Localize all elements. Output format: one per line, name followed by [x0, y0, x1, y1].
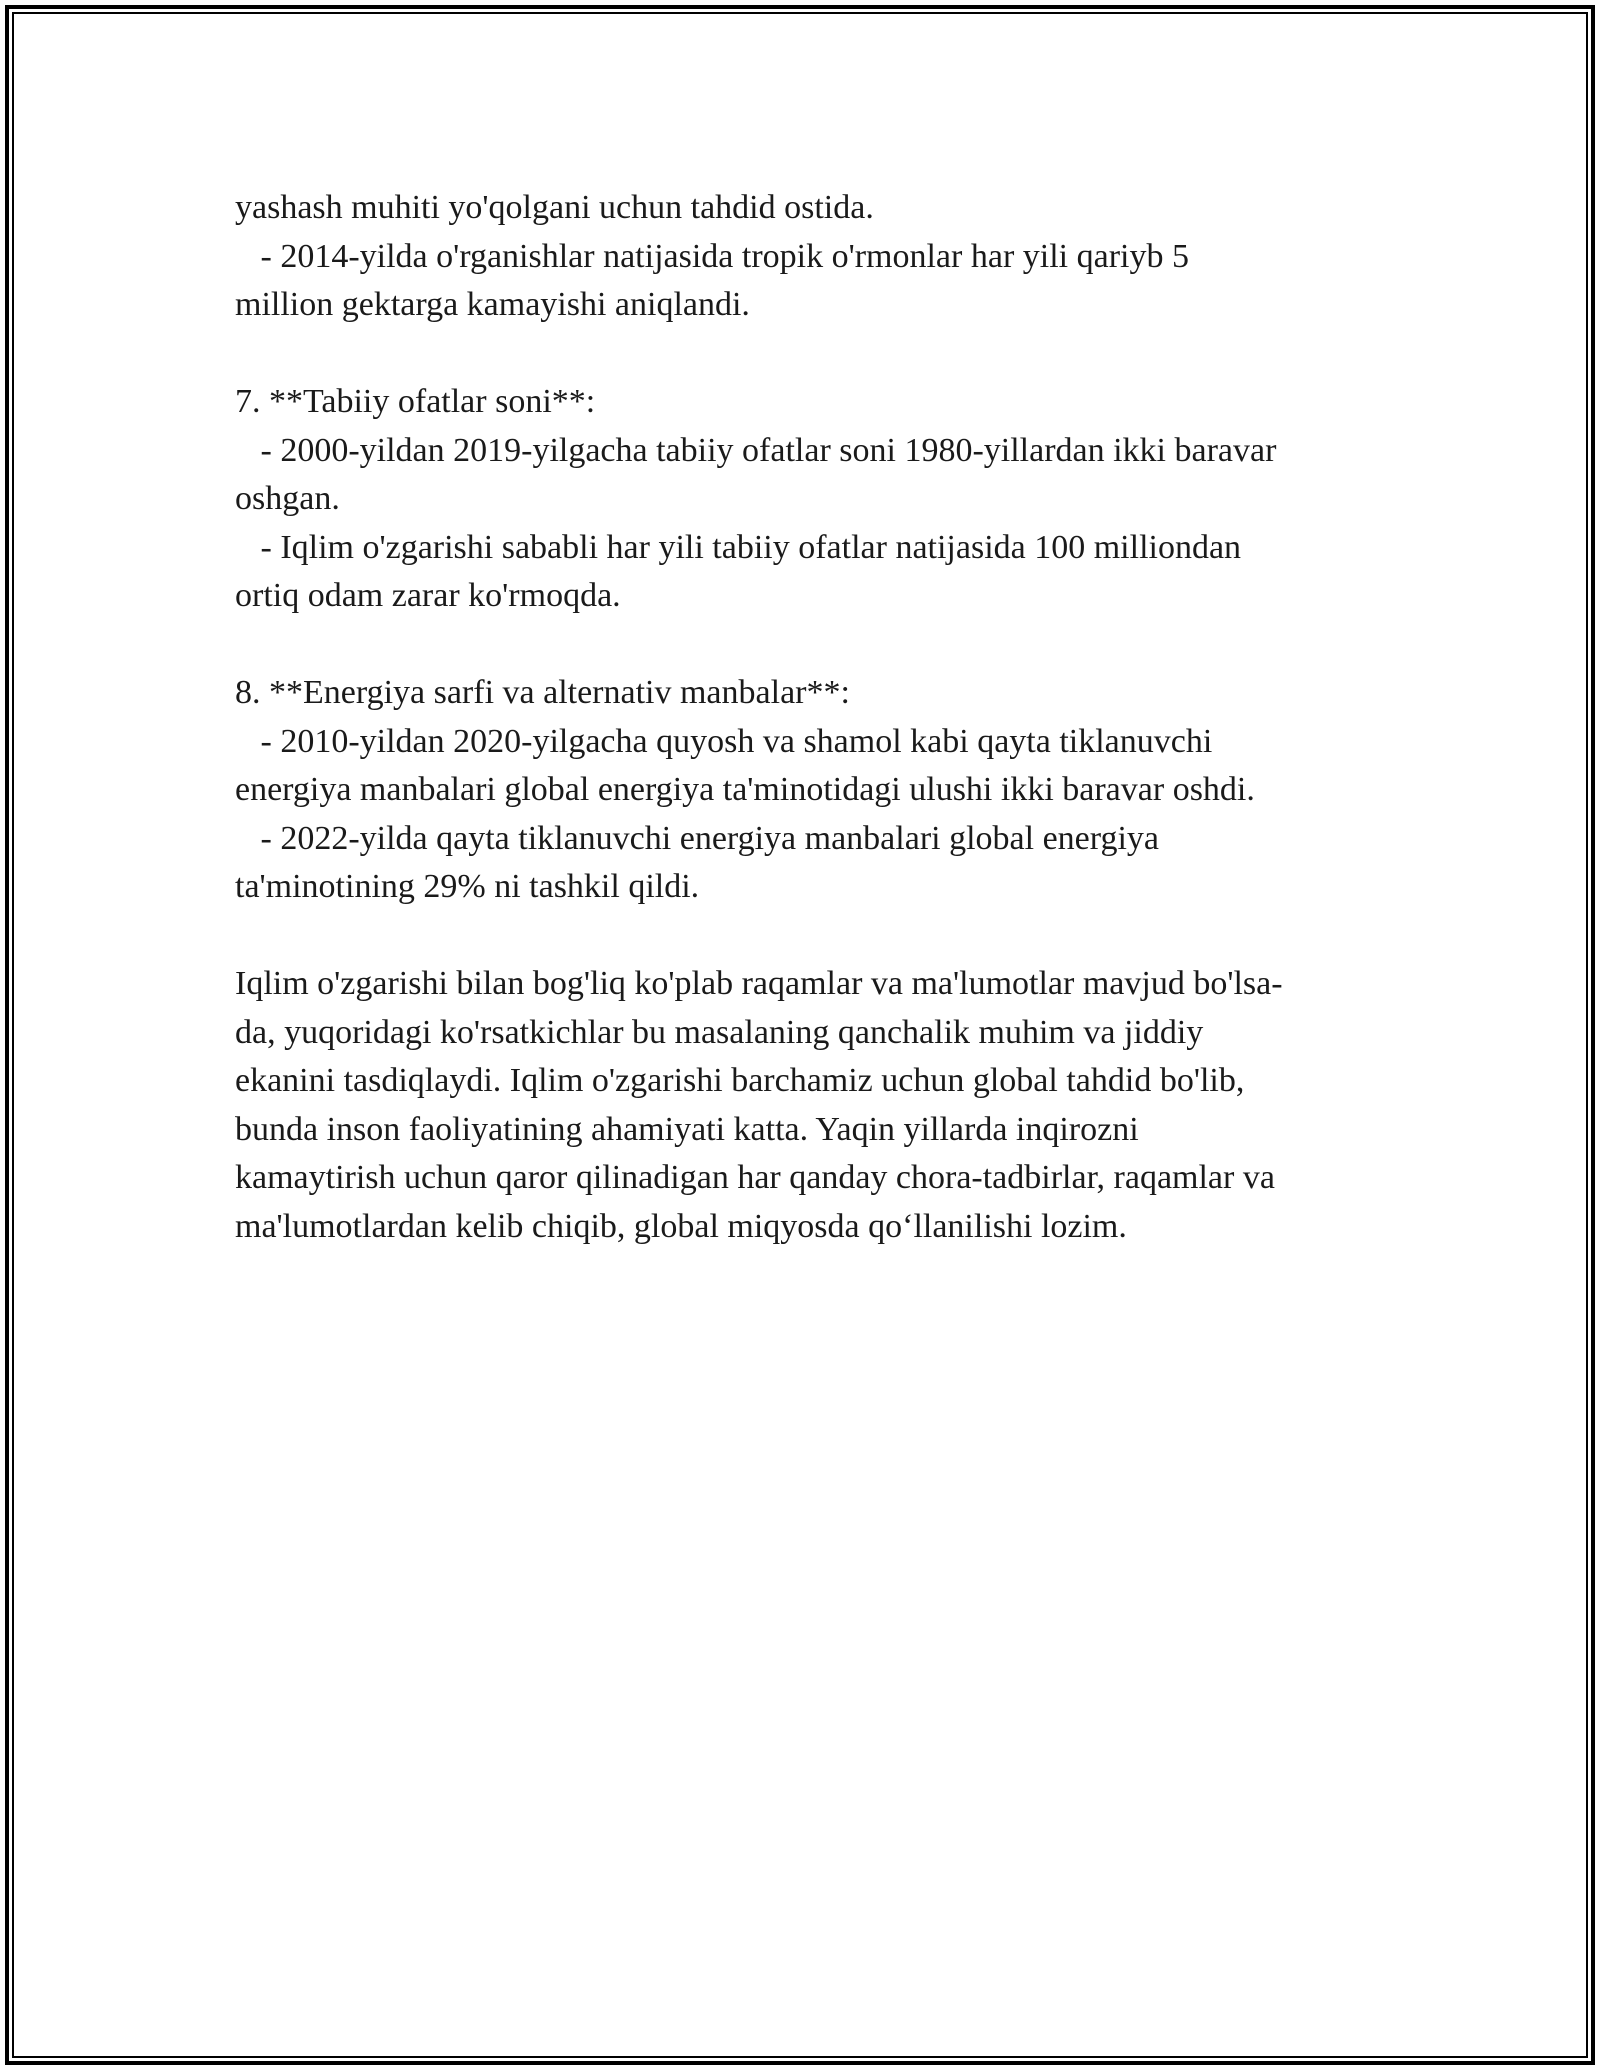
text-line: - Iqlim o'zgarishi sababli har yili tabiiy ofatlar natijasida 100 milliondan — [235, 528, 1242, 566]
paragraph-gap — [235, 330, 1365, 379]
text-line: million gektarga kamayishi aniqlandi. — [235, 286, 750, 323]
text-line: ekanini tasdiqlaydi. Iqlim o'zgarishi barchamiz uchun global tahdid bo'lib, — [235, 1062, 1245, 1099]
text-line: - 2022-yilda qayta tiklanuvchi energiya manbalari global energiya — [235, 819, 1159, 857]
text-line: oshgan. — [235, 480, 340, 517]
text-line: yashash muhiti yo'qolgani uchun tahdid ostida. — [235, 189, 874, 226]
text-line: energiya manbalari global energiya ta'minotidagi ulushi ikki baravar oshdi. — [235, 771, 1255, 808]
document-body — [235, 184, 1365, 1251]
section-heading: 7. **Tabiiy ofatlar soni**: — [235, 383, 596, 420]
section-energy — [235, 669, 1365, 912]
text-line: kamaytirish uchun qaror qilinadigan har qanday chora-tadbirlar, raqamlar va — [235, 1159, 1275, 1196]
text-line: - 2010-yildan 2020-yilgacha quyosh va shamol kabi qayta tiklanuvchi — [235, 722, 1213, 760]
text-line: bunda inson faoliyatining ahamiyati katta. Yaqin yillarda inqirozni — [235, 1110, 1139, 1148]
paragraph-continuation — [235, 184, 1365, 330]
text-line: - 2000-yildan 2019-yilgacha tabiiy ofatlar soni 1980-yillardan ikki baravar — [235, 431, 1277, 469]
text-line: ma'lumotlardan kelib chiqib, global miqyosda qo‘llanilishi lozim. — [235, 1207, 1127, 1245]
paragraph-gap — [235, 912, 1365, 961]
conclusion-paragraph — [235, 960, 1365, 1251]
text-line: da, yuqoridagi ko'rsatkichlar bu masalaning qanchalik muhim va jiddiy — [235, 1013, 1204, 1051]
section-natural-disasters — [235, 378, 1365, 621]
text-line: - 2014-yilda o'rganishlar natijasida tropik o'rmonlar har yili qariyb 5 — [235, 237, 1189, 275]
section-heading: 8. **Energiya sarfi va alternativ manbalar**: — [235, 674, 850, 711]
text-line: Iqlim o'zgarishi bilan bog'liq ko'plab raqamlar va ma'lumotlar mavjud bo'lsa- — [235, 965, 1283, 1002]
paragraph-gap — [235, 621, 1365, 670]
text-line: ta'minotining 29% ni tashkil qildi. — [235, 868, 700, 905]
text-line: ortiq odam zarar ko'rmoqda. — [235, 577, 621, 614]
